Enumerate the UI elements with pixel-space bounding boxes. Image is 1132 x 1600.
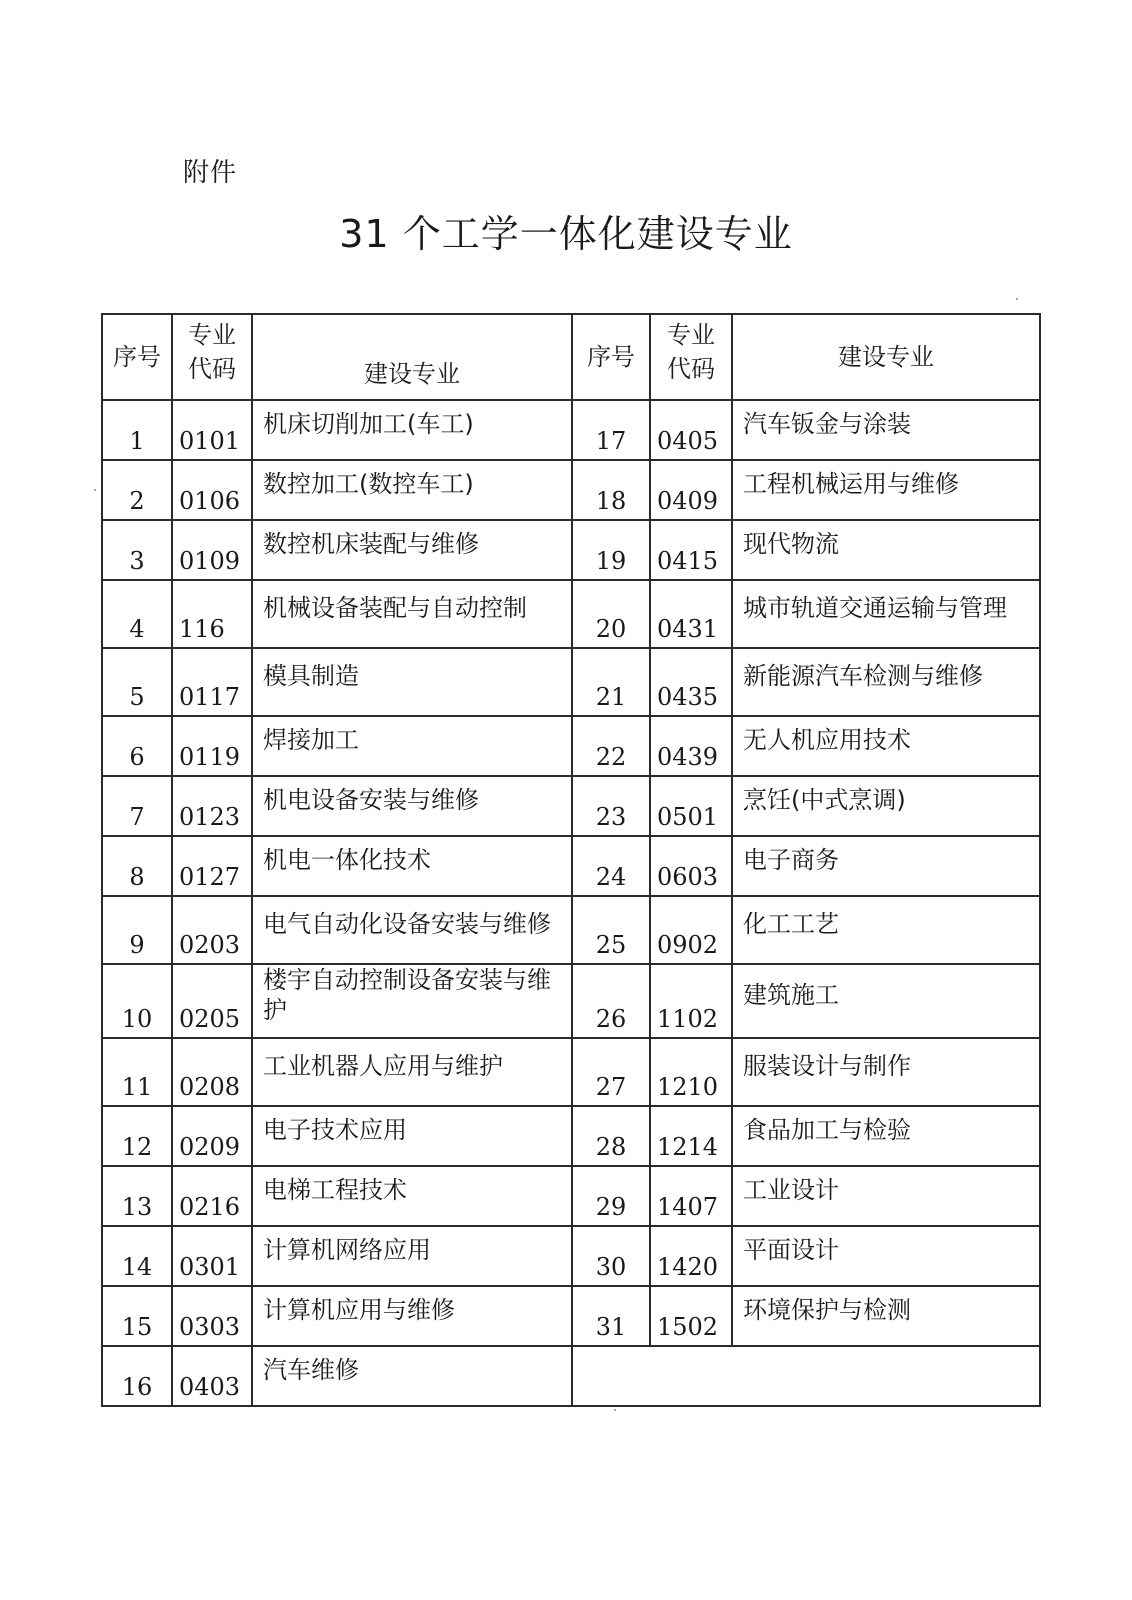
table-body bbox=[102, 400, 1040, 1406]
row-seq: 2 bbox=[102, 460, 172, 520]
row-major-name: 计算机应用与维修 bbox=[252, 1286, 572, 1346]
row-code: 0117 bbox=[172, 648, 252, 716]
row-major-name: 电子技术应用 bbox=[252, 1106, 572, 1166]
row-major-name: 机电一体化技术 bbox=[252, 836, 572, 896]
row-seq: 28 bbox=[572, 1106, 650, 1166]
header-code-line1: 专业 bbox=[667, 321, 715, 349]
row-major-name: 化工工艺 bbox=[732, 896, 1040, 964]
table-row bbox=[102, 1226, 1040, 1286]
table-row bbox=[102, 580, 1040, 648]
row-seq: 26 bbox=[572, 964, 650, 1038]
row-seq: 30 bbox=[572, 1226, 650, 1286]
row-major-name: 环境保护与检测 bbox=[732, 1286, 1040, 1346]
header-code-line2: 代码 bbox=[667, 355, 715, 383]
row-code: 0409 bbox=[650, 460, 732, 520]
row-major-name: 食品加工与检验 bbox=[732, 1106, 1040, 1166]
table-row bbox=[102, 400, 1040, 460]
table-row bbox=[102, 716, 1040, 776]
row-seq: 13 bbox=[102, 1166, 172, 1226]
document-title: 31 个工学一体化建设专业 bbox=[339, 212, 793, 256]
row-major-name: 数控加工(数控车工) bbox=[252, 460, 572, 520]
row-major-name: 汽车维修 bbox=[252, 1346, 572, 1406]
row-code: 0209 bbox=[172, 1106, 252, 1166]
table-row bbox=[102, 836, 1040, 896]
row-code: 0123 bbox=[172, 776, 252, 836]
row-code: 0203 bbox=[172, 896, 252, 964]
row-major-name: 电梯工程技术 bbox=[252, 1166, 572, 1226]
row-major-name: 电子商务 bbox=[732, 836, 1040, 896]
row-code: 1420 bbox=[650, 1226, 732, 1286]
table-row bbox=[102, 648, 1040, 716]
row-code: 0403 bbox=[172, 1346, 252, 1406]
row-major-name: 新能源汽车检测与维修 bbox=[732, 648, 1040, 716]
row-code: 0303 bbox=[172, 1286, 252, 1346]
row-code: 1210 bbox=[650, 1038, 732, 1106]
row-major-name: 烹饪(中式烹调) bbox=[732, 776, 1040, 836]
row-major-name: 工业机器人应用与维护 bbox=[252, 1038, 572, 1106]
table-row bbox=[102, 964, 1040, 1038]
row-code: 0405 bbox=[650, 400, 732, 460]
row-code: 0603 bbox=[650, 836, 732, 896]
row-major-name: 计算机网络应用 bbox=[252, 1226, 572, 1286]
table-header bbox=[102, 314, 1040, 400]
row-major-name: 数控机床装配与维修 bbox=[252, 520, 572, 580]
row-code: 0127 bbox=[172, 836, 252, 896]
row-code: 1502 bbox=[650, 1286, 732, 1346]
scan-speck bbox=[614, 1409, 616, 1411]
row-code: 0119 bbox=[172, 716, 252, 776]
header-major-right: 建设专业 bbox=[732, 314, 1040, 400]
row-major-name: 工业设计 bbox=[732, 1166, 1040, 1226]
row-seq: 17 bbox=[572, 400, 650, 460]
row-major-name: 建筑施工 bbox=[732, 964, 1040, 1038]
table-row bbox=[102, 460, 1040, 520]
table-row bbox=[102, 1346, 1040, 1406]
row-seq: 15 bbox=[102, 1286, 172, 1346]
row-major-name: 电气自动化设备安装与维修 bbox=[252, 896, 572, 964]
row-major-name: 机电设备安装与维修 bbox=[252, 776, 572, 836]
row-code: 116 bbox=[172, 580, 252, 648]
attachment-label: 附件 bbox=[183, 158, 238, 188]
header-major-left: 建设专业 bbox=[252, 314, 572, 400]
row-code: 0301 bbox=[172, 1226, 252, 1286]
header-code-left bbox=[172, 314, 252, 400]
row-seq: 5 bbox=[102, 648, 172, 716]
row-seq: 21 bbox=[572, 648, 650, 716]
row-seq: 6 bbox=[102, 716, 172, 776]
table-row bbox=[102, 1286, 1040, 1346]
table-row bbox=[102, 896, 1040, 964]
row-code: 1407 bbox=[650, 1166, 732, 1226]
row-code: 0109 bbox=[172, 520, 252, 580]
row-seq: 22 bbox=[572, 716, 650, 776]
row-seq: 27 bbox=[572, 1038, 650, 1106]
row-code: 0501 bbox=[650, 776, 732, 836]
header-code-line2: 代码 bbox=[188, 355, 236, 383]
row-code: 1214 bbox=[650, 1106, 732, 1166]
row-code: 0439 bbox=[650, 716, 732, 776]
header-code-line1: 专业 bbox=[188, 321, 236, 349]
row-major-name: 无人机应用技术 bbox=[732, 716, 1040, 776]
row-major-name: 机械设备装配与自动控制 bbox=[252, 580, 572, 648]
row-seq: 10 bbox=[102, 964, 172, 1038]
row-major-name: 城市轨道交通运输与管理 bbox=[732, 580, 1040, 648]
row-major-name: 楼宇自动控制设备安装与维护 bbox=[252, 964, 572, 1038]
row-code: 0208 bbox=[172, 1038, 252, 1106]
row-code: 0902 bbox=[650, 896, 732, 964]
row-seq: 3 bbox=[102, 520, 172, 580]
majors-table bbox=[101, 313, 1041, 1407]
empty-cell bbox=[572, 1346, 1040, 1406]
table-row bbox=[102, 776, 1040, 836]
row-major-name: 汽车钣金与涂装 bbox=[732, 400, 1040, 460]
header-code-right bbox=[650, 314, 732, 400]
row-seq: 23 bbox=[572, 776, 650, 836]
row-seq: 12 bbox=[102, 1106, 172, 1166]
row-code: 1102 bbox=[650, 964, 732, 1038]
row-major-name: 现代物流 bbox=[732, 520, 1040, 580]
scan-speck bbox=[94, 489, 96, 491]
row-code: 0101 bbox=[172, 400, 252, 460]
row-seq: 7 bbox=[102, 776, 172, 836]
row-seq: 29 bbox=[572, 1166, 650, 1226]
row-seq: 19 bbox=[572, 520, 650, 580]
row-seq: 25 bbox=[572, 896, 650, 964]
row-seq: 9 bbox=[102, 896, 172, 964]
row-code: 0106 bbox=[172, 460, 252, 520]
row-seq: 11 bbox=[102, 1038, 172, 1106]
row-seq: 24 bbox=[572, 836, 650, 896]
row-seq: 4 bbox=[102, 580, 172, 648]
scan-speck bbox=[1016, 298, 1018, 300]
row-seq: 20 bbox=[572, 580, 650, 648]
row-seq: 16 bbox=[102, 1346, 172, 1406]
row-code: 0205 bbox=[172, 964, 252, 1038]
row-major-name: 服装设计与制作 bbox=[732, 1038, 1040, 1106]
row-seq: 1 bbox=[102, 400, 172, 460]
table-row bbox=[102, 1038, 1040, 1106]
row-seq: 14 bbox=[102, 1226, 172, 1286]
row-code: 0435 bbox=[650, 648, 732, 716]
row-major-name: 平面设计 bbox=[732, 1226, 1040, 1286]
header-seq-right: 序号 bbox=[572, 314, 650, 400]
row-major-name: 模具制造 bbox=[252, 648, 572, 716]
row-seq: 18 bbox=[572, 460, 650, 520]
row-code: 0216 bbox=[172, 1166, 252, 1226]
row-major-name: 工程机械运用与维修 bbox=[732, 460, 1040, 520]
row-code: 0415 bbox=[650, 520, 732, 580]
row-major-name: 焊接加工 bbox=[252, 716, 572, 776]
table-row bbox=[102, 1106, 1040, 1166]
row-code: 0431 bbox=[650, 580, 732, 648]
table-row bbox=[102, 520, 1040, 580]
row-seq: 8 bbox=[102, 836, 172, 896]
header-seq-left: 序号 bbox=[102, 314, 172, 400]
table-row bbox=[102, 1166, 1040, 1226]
row-seq: 31 bbox=[572, 1286, 650, 1346]
row-major-name: 机床切削加工(车工) bbox=[252, 400, 572, 460]
